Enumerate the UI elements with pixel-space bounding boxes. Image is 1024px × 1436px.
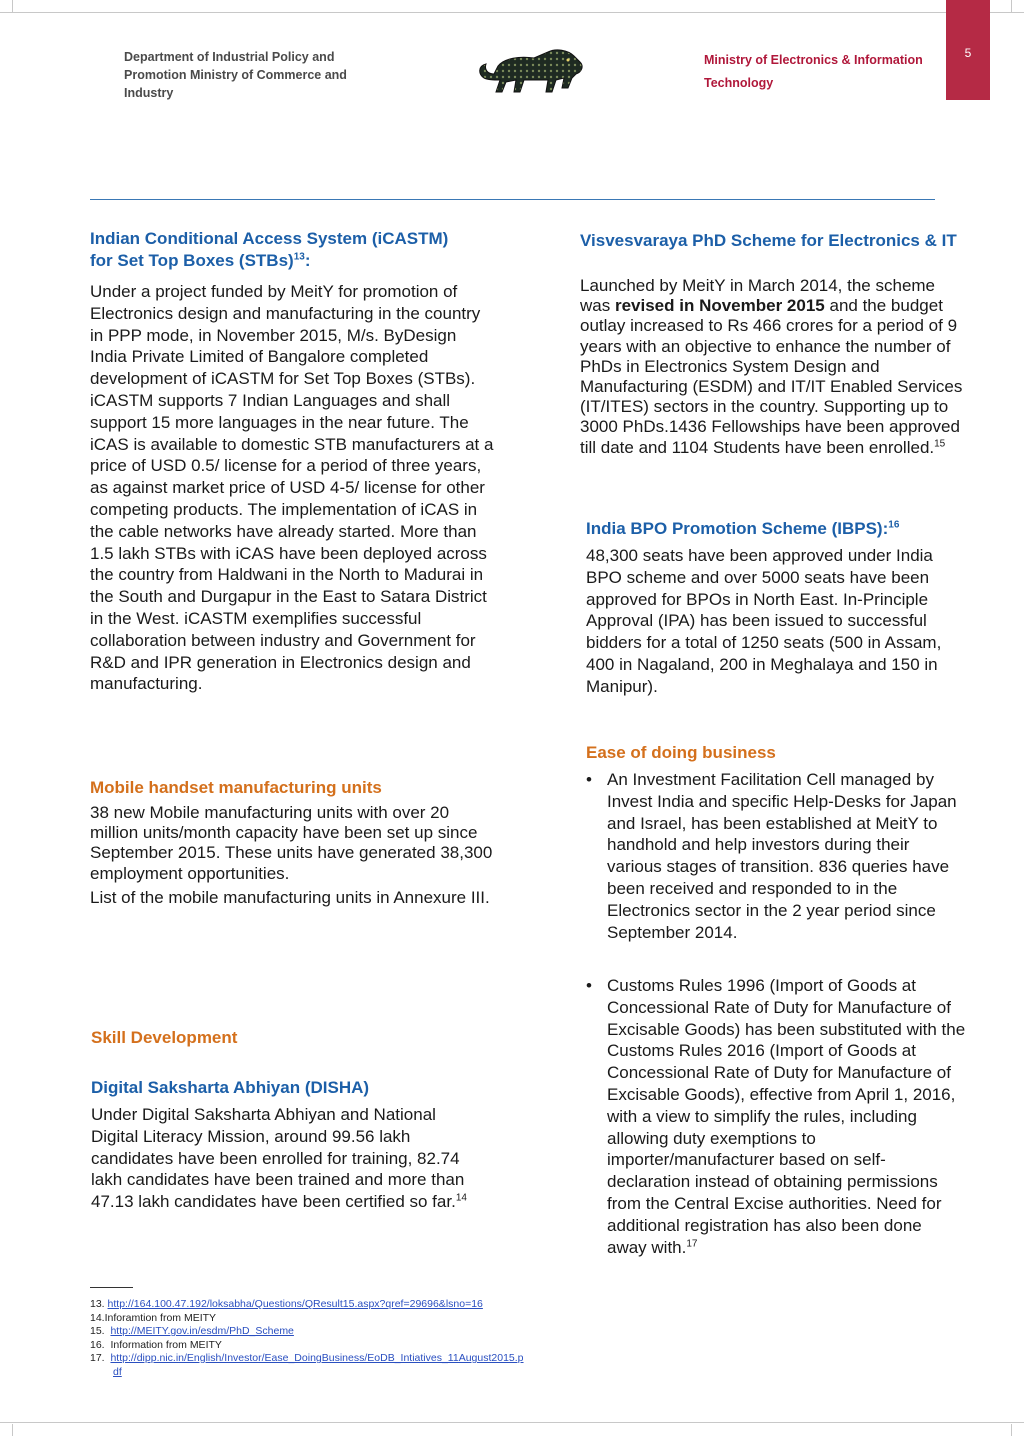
crop-mark <box>12 0 13 12</box>
crop-mark <box>1011 0 1012 12</box>
footnote-16 <box>90 1339 630 1353</box>
footnote-14: 14.Inforamtion from MEITY <box>90 1311 217 1324</box>
footnote-16-num: 16. <box>90 1338 105 1351</box>
ease-bullet-1 <box>586 769 966 943</box>
header-left-org: Department of Industrial Policy and Promotion Ministry of Commerce and Industry <box>124 50 347 100</box>
footnote-divider <box>90 1287 133 1288</box>
header-divider <box>90 199 935 200</box>
ibps-heading-text: India BPO Promotion Scheme (IBPS): <box>586 519 889 538</box>
icastm-heading <box>90 228 510 272</box>
footnote-17-num: 17. <box>90 1352 105 1364</box>
phd-body <box>580 276 965 458</box>
footnote-ref-15: 15 <box>934 437 946 449</box>
icastm-heading-line2: for Set Top Boxes (STBs) <box>90 251 294 270</box>
footnote-15-link[interactable]: http://MEITY.gov.in/esdm/PhD_Scheme <box>110 1325 294 1337</box>
disha-heading: Digital Saksharta Abhiyan (DISHA) <box>91 1078 370 1097</box>
footnote-ref-14: 14 <box>455 1192 467 1204</box>
ease-heading: Ease of doing business <box>586 743 776 762</box>
footnote-17-link[interactable]: http://dipp.nic.in/English/Investor/Ease_DoingBusiness/EoDB_Intiatives_11August2015.p <box>110 1352 524 1364</box>
icastm-body: Under a project funded by MeitY for promotion of Electronics design and manufacturing in the country in PPP mode, in November 2015, M/s. ByDesign India Private Limited of Bangalore completed development of iCASTM for Set Top Boxes (STBs). iCASTM supports 7 Indian Languages and shall support 15 more languages in the near future. The iCAS is available to domestic STB manufacturers at a price of USD 0.5/ license for a period of three years, as against market price of USD 4-5/ license for other competing products. The implementation of iCAS in the cable networks have already started. More than 1.5 lakh STBs with iCAS have been deployed across the country from Haldwani in the North to Madurai in the South and Durgapur in the East to Satara District in the West. iCASTM exemplifies successful collaboration between industry and Government for R&D and IPR generation in Electronics design and manufacturing. <box>90 282 494 694</box>
ease-bullet-1-text: An Investment Facilitation Cell managed by Invest India and specific Help-Desks for Japan and Israel, has been established at MeitY to handhold and help investors during their various stages of transition. 836 queries have been received and responded to in the Electronics sector in the 2 year period since September 2014. <box>607 770 957 942</box>
mobile-heading: Mobile handset manufacturing units <box>90 778 382 797</box>
footnotes <box>90 1298 630 1379</box>
ibps-body: 48,300 seats have been approved under India BPO scheme and over 5000 seats have been approved for BPOs in North East. In-Principle Approval (IPA) has been issued to successful bidders for a total of 1250 seats (500 in Assam, 400 in Nagaland, 200 in Meghalaya and 150 in Manipur). <box>586 546 942 696</box>
crop-mark <box>12 1424 13 1436</box>
footnote-ref-13: 13 <box>293 251 305 263</box>
crop-mark <box>0 1422 1024 1423</box>
disha-body <box>91 1104 481 1213</box>
mobile-annexure: List of the mobile manufacturing units in Annexure III. <box>90 888 490 907</box>
footnote-13-num: 13. <box>90 1298 105 1310</box>
footnote-15 <box>90 1325 630 1339</box>
footnote-ref-16: 16 <box>888 519 900 531</box>
phd-body-pre: Launched by MeitY in March 2014, the scheme was <box>580 276 936 316</box>
ease-bullet-list <box>586 769 966 943</box>
footnote-15-num: 15. <box>90 1325 105 1337</box>
footnote-13-link[interactable]: http://164.100.47.192/loksabha/Questions/QResult15.aspx?qref=29696&lsno=16 <box>107 1298 483 1310</box>
footnote-17-cont <box>90 1366 630 1380</box>
phd-body-bold: revised in November 2015 <box>614 296 825 316</box>
ibps-heading <box>586 518 976 540</box>
icastm-heading-line1: Indian Conditional Access System (iCASTM) <box>90 229 449 248</box>
footnote-13 <box>90 1298 630 1312</box>
mobile-body: 38 new Mobile manufacturing units with over 20 million units/month capacity have been set up since September 2015. These units have generated 38,300 employment opportunities. <box>90 803 493 883</box>
footnote-17 <box>90 1352 630 1366</box>
crop-mark <box>1011 1424 1012 1436</box>
crop-mark <box>0 12 1024 13</box>
footnote-ref-17: 17 <box>686 1237 698 1249</box>
make-in-india-lion-icon <box>476 44 588 105</box>
ease-bullet-2 <box>586 975 966 1258</box>
ease-bullet-list-2 <box>586 975 966 1258</box>
skill-heading: Skill Development <box>91 1028 238 1047</box>
footnote-16-text: Information from MEITY <box>110 1338 222 1351</box>
disha-body-text: Under Digital Saksharta Abhiyan and National Digital Literacy Mission, around 99.56 lakh candidates have been enrolled for training, 82.74 lakh candidates have been trained and more than 47.13 lakh candidates have been certified so far. <box>91 1105 465 1212</box>
phd-body-post: and the budget outlay increased to Rs 466 crores for a period of 9 years with an objective to enhance the number of PhDs in Electronics System Design and Manufacturing (ESDM) and IT/IT Enabled Services (IT/ITES) sectors in the country. Supporting up to 3000 PhDs.1436 Fellowships have been approved till date and 1104 Students have been enrolled. <box>580 296 963 457</box>
footnote-17-link-cont[interactable]: df <box>113 1365 122 1378</box>
ease-bullet-2-text: Customs Rules 1996 (Import of Goods at Concessional Rate of Duty for Manufacture of Excisable Goods) has been substituted with the Customs Rules 2016 (Import of Goods at Concessional Rate of Duty for Manufacture of Excisable Goods), effective from April 1, 2016, with a view to simplify the rules, including allowing duty exemptions to importer/manufacturer based on self-declaration instead of obtaining permissions from the Central Excise authorities. Need for additional registration has also been done away with. <box>607 976 966 1257</box>
phd-heading: Visvesvaraya PhD Scheme for Electronics & IT <box>580 231 957 250</box>
header-right-org: Ministry of Electronics & Information Technology <box>704 53 923 90</box>
page-number: 5 <box>946 0 990 100</box>
icastm-heading-colon: : <box>304 251 311 270</box>
